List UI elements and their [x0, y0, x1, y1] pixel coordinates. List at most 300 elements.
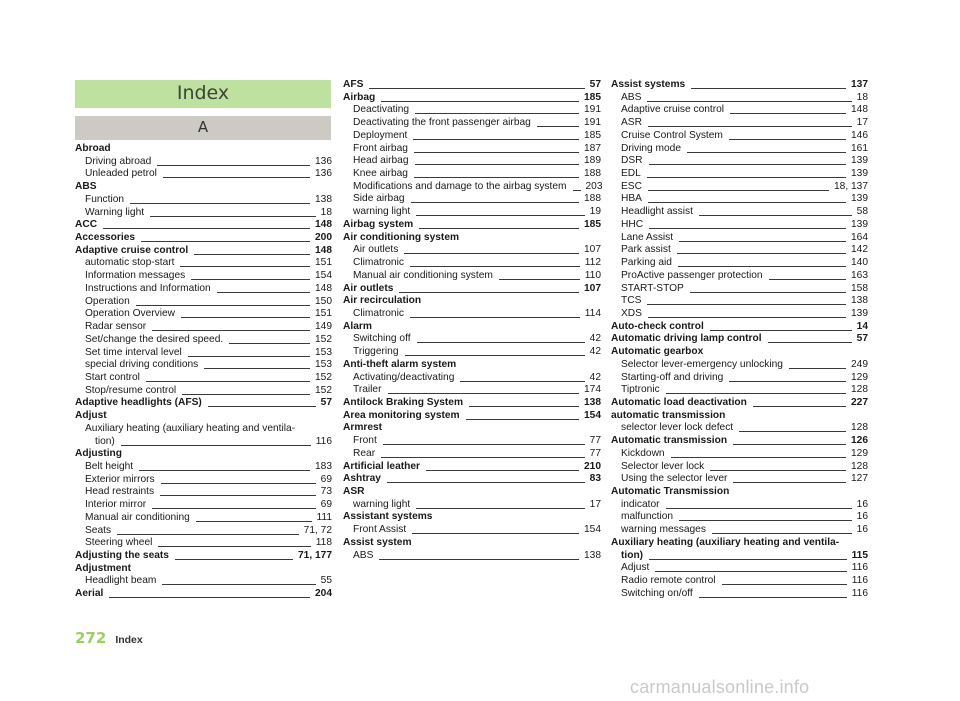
- index-entry-term: EDL: [621, 168, 641, 180]
- index-entry-term: Switching on/off: [621, 587, 693, 599]
- leader-line: [381, 457, 585, 458]
- index-entry: [75, 156, 332, 168]
- index-entry: [75, 499, 332, 511]
- leader-line: [690, 292, 846, 293]
- index-entry: [611, 130, 868, 142]
- leader-line: [417, 342, 585, 343]
- index-entry-page: 16: [856, 498, 868, 510]
- index-entry: [75, 283, 332, 295]
- index-entry-page: 58: [856, 206, 868, 218]
- index-entry: [611, 232, 868, 244]
- leader-line: [416, 215, 584, 216]
- index-entry-page: 185: [584, 218, 601, 230]
- index-entry-page: 188: [584, 168, 601, 180]
- section-letter: A: [197, 118, 209, 136]
- leader-line: [647, 101, 851, 102]
- index-entry: [611, 511, 868, 523]
- index-entry-term: ASR: [343, 486, 365, 498]
- index-entry-page: 183: [315, 461, 332, 472]
- index-entry-term: Adaptive cruise control: [621, 104, 725, 116]
- index-entry-term: HBA: [621, 193, 642, 205]
- index-entry-term: Park assist: [621, 244, 671, 256]
- leader-line: [414, 177, 579, 178]
- index-entry: [611, 333, 868, 345]
- index-entry-term: Anti-theft alarm system: [343, 358, 457, 370]
- index-entry-page: 128: [851, 384, 868, 396]
- index-entry-term: tion): [621, 549, 644, 561]
- index-entry: [75, 423, 332, 435]
- index-entry-page: 185: [584, 129, 601, 141]
- index-entry: [343, 486, 601, 498]
- index-entry-page: 153: [315, 346, 332, 358]
- leader-line: [649, 559, 847, 560]
- index-entry-term: Radio remote control: [621, 575, 716, 587]
- index-entry-term: Auxiliary heating (auxiliary heating and ventila-: [611, 536, 840, 548]
- index-entry: [611, 321, 868, 333]
- index-entry-page: 73: [320, 486, 332, 498]
- index-entry: [611, 575, 868, 587]
- index-entry-page: 189: [584, 155, 601, 167]
- index-entry-term: Starting-off and driving: [621, 371, 724, 383]
- index-entry: [75, 181, 332, 193]
- index-entry-page: 42: [589, 333, 601, 345]
- index-entry-page: 112: [584, 257, 601, 269]
- index-entry-term: ABS: [75, 181, 97, 193]
- index-entry: [611, 384, 868, 396]
- index-entry-term: Instructions and Information: [85, 282, 211, 294]
- index-entry-term: Unleaded petrol: [85, 168, 157, 180]
- index-entry-term: Steering wheel: [85, 537, 153, 549]
- index-entry: [75, 550, 332, 562]
- index-entry-page: 185: [584, 91, 601, 103]
- index-entry: [343, 295, 601, 307]
- index-entry-term: selector lever lock defect: [621, 422, 734, 434]
- index-entry: [75, 232, 332, 244]
- index-entry-page: 107: [584, 244, 601, 256]
- leader-line: [399, 292, 579, 293]
- index-entry-term: Information messages: [85, 270, 186, 282]
- index-entry-page: 139: [851, 155, 868, 167]
- leader-line: [537, 126, 579, 127]
- index-entry: [343, 92, 601, 104]
- index-entry-term: ABS: [353, 549, 374, 561]
- leader-line: [162, 584, 315, 585]
- page-title: Index: [176, 82, 230, 104]
- index-entry-term: Stop/resume control: [85, 384, 177, 396]
- index-entry-term: warning messages: [621, 524, 706, 536]
- index-entry-page: 142: [851, 244, 868, 256]
- index-entry: [75, 207, 332, 219]
- index-entry-term: Airbag system: [343, 218, 414, 230]
- index-entry: [343, 422, 601, 434]
- leader-line: [729, 381, 846, 382]
- leader-line: [649, 228, 846, 229]
- index-entry-term: Adaptive cruise control: [75, 244, 189, 256]
- index-entry-page: 164: [851, 231, 868, 243]
- index-entry-page: 151: [315, 257, 332, 269]
- index-entry-term: Seats: [85, 524, 112, 536]
- index-entry: [343, 130, 601, 142]
- leader-line: [416, 508, 584, 509]
- leader-line: [655, 571, 846, 572]
- index-entry: [343, 168, 601, 180]
- index-entry-term: Adjustment: [75, 562, 132, 574]
- index-entry: [611, 448, 868, 460]
- index-entry: [611, 537, 868, 549]
- leader-line: [194, 254, 310, 255]
- index-entry-term: ESC: [621, 180, 642, 192]
- leader-line: [679, 520, 852, 521]
- index-entry: [75, 321, 332, 333]
- index-entry: [343, 499, 601, 511]
- index-entry-page: 163: [851, 269, 868, 281]
- index-entry-page: 138: [315, 193, 332, 205]
- leader-line: [426, 470, 579, 471]
- leader-line: [699, 215, 852, 216]
- index-entry: [75, 270, 332, 282]
- index-entry-term: warning light: [353, 498, 411, 510]
- index-entry-page: 188: [584, 193, 601, 205]
- leader-line: [381, 101, 579, 102]
- index-entry-term: tion): [95, 435, 115, 447]
- index-entry-page: 249: [851, 358, 868, 370]
- index-entry-page: 200: [315, 232, 332, 244]
- index-entry-term: Set time interval level: [85, 346, 182, 358]
- index-entry-page: 158: [851, 282, 868, 294]
- leader-line: [666, 508, 852, 509]
- index-entry: [75, 347, 332, 359]
- index-entry-term: Head restraints: [85, 486, 155, 498]
- index-entry: [343, 346, 601, 358]
- index-entry: [611, 206, 868, 218]
- index-entry-page: 174: [584, 384, 601, 396]
- index-entry-page: 149: [315, 321, 332, 333]
- index-entry-page: 151: [315, 308, 332, 320]
- index-entry-term: Triggering: [353, 346, 399, 358]
- index-entry-page: 18, 137: [834, 180, 868, 192]
- index-entry-term: START-STOP: [621, 282, 684, 294]
- leader-line: [161, 483, 316, 484]
- index-entry-term: Automatic gearbox: [611, 346, 704, 358]
- index-entry-page: 77: [589, 447, 601, 459]
- leader-line: [150, 216, 316, 217]
- index-entry-page: 139: [851, 193, 868, 205]
- footer-label: Index: [115, 634, 143, 646]
- index-entry-term: Operation: [85, 295, 130, 307]
- leader-line: [679, 241, 846, 242]
- index-entry-term: Manual air conditioning system: [353, 269, 493, 281]
- index-entry-page: 115: [851, 549, 868, 561]
- index-entry: [75, 359, 332, 371]
- index-entry-page: 71, 72: [303, 524, 332, 536]
- index-entry-term: Accessories: [75, 232, 136, 244]
- leader-line: [466, 419, 579, 420]
- index-entry-term: Auxiliary heating (auxiliary heating and ventila-: [85, 422, 296, 434]
- index-entry-term: Abroad: [75, 143, 111, 154]
- index-entry-term: Exterior mirrors: [85, 473, 155, 485]
- leader-line: [648, 126, 852, 127]
- index-entry-term: Operation Overview: [85, 308, 176, 320]
- leader-line: [677, 253, 846, 254]
- leader-line: [648, 190, 829, 191]
- leader-line: [146, 381, 310, 382]
- index-entry-page: 129: [851, 447, 868, 459]
- index-entry: [343, 537, 601, 549]
- leader-line: [405, 355, 585, 356]
- index-entry-page: 57: [856, 333, 868, 345]
- leader-line: [687, 152, 846, 153]
- index-entry-page: 139: [851, 307, 868, 319]
- leader-line: [671, 457, 846, 458]
- index-entry: [611, 143, 868, 155]
- index-entry-term: Adjust: [75, 410, 107, 422]
- index-entry: [75, 461, 332, 473]
- leader-line: [152, 330, 310, 331]
- index-entry: [75, 385, 332, 397]
- index-entry-page: 57: [589, 79, 601, 90]
- index-entry: [75, 575, 332, 587]
- index-entry: [343, 473, 601, 485]
- index-entry: [611, 410, 868, 422]
- leader-line: [648, 202, 846, 203]
- index-entry: [611, 486, 868, 498]
- index-entry-page: 154: [584, 524, 601, 536]
- index-entry: [343, 384, 601, 396]
- index-entry-term: Rear: [353, 447, 376, 459]
- index-entry-term: Function: [85, 193, 125, 205]
- index-entry-page: 146: [851, 129, 868, 141]
- index-entry: [343, 206, 601, 218]
- index-entry: [611, 92, 868, 104]
- leader-line: [733, 482, 846, 483]
- index-entry: [75, 143, 332, 155]
- index-entry-term: ProActive passenger protection: [621, 269, 763, 281]
- index-entry-page: 210: [584, 460, 601, 472]
- leader-line: [647, 304, 846, 305]
- leader-line: [699, 597, 847, 598]
- leader-line: [415, 164, 579, 165]
- leader-line: [413, 139, 579, 140]
- index-entry-term: Set/change the desired speed.: [85, 333, 224, 345]
- index-entry: [611, 219, 868, 231]
- leader-line: [109, 597, 310, 598]
- index-entry-term: Warning light: [85, 206, 145, 218]
- index-entry: [343, 117, 601, 129]
- index-entry-page: 69: [320, 499, 332, 511]
- index-entry-term: Auto-check control: [611, 320, 704, 332]
- index-entry-page: 57: [320, 397, 332, 409]
- index-entry-page: 154: [584, 409, 601, 421]
- index-entry: [611, 372, 868, 384]
- index-entry-term: Knee airbag: [353, 168, 408, 180]
- index-entry-page: 107: [584, 282, 601, 294]
- index-entry-term: special driving conditions: [85, 359, 199, 371]
- index-entry: [611, 308, 868, 320]
- leader-line: [103, 228, 310, 229]
- index-entry: [75, 448, 332, 460]
- index-entry-page: 191: [584, 117, 601, 129]
- index-entry-page: 114: [584, 307, 601, 319]
- index-entry: [343, 193, 601, 205]
- index-entry-term: Lane Assist: [621, 231, 674, 243]
- leader-line: [666, 393, 846, 394]
- index-entry: [611, 499, 868, 511]
- index-entry: [75, 537, 332, 549]
- leader-line: [388, 393, 580, 394]
- leader-line: [181, 317, 310, 318]
- index-entry: [611, 283, 868, 295]
- index-entry-page: 148: [315, 282, 332, 294]
- index-entry-term: Parking aid: [621, 257, 672, 269]
- index-entry: [611, 359, 868, 371]
- index-entry-term: Artificial leather: [343, 460, 420, 472]
- index-entry-term: Assistant systems: [343, 511, 433, 523]
- index-entry: [343, 283, 601, 295]
- index-entry-term: Headlight beam: [85, 575, 157, 587]
- index-entry: [611, 346, 868, 358]
- index-entry-page: 187: [584, 142, 601, 154]
- index-entry-page: 69: [320, 473, 332, 485]
- index-entry-page: 154: [315, 270, 332, 282]
- index-entry-term: Belt height: [85, 461, 134, 472]
- leader-line: [739, 431, 846, 432]
- leader-line: [678, 266, 846, 267]
- index-entry-term: AFS: [343, 79, 364, 90]
- index-entry: [611, 422, 868, 434]
- leader-line: [647, 177, 846, 178]
- leader-line: [722, 584, 847, 585]
- index-entry-term: Deactivating the front passenger airbag: [353, 117, 531, 129]
- leader-line: [769, 279, 846, 280]
- index-entry-term: XDS: [621, 307, 642, 319]
- leader-line: [414, 152, 579, 153]
- index-entry: [611, 562, 868, 574]
- index-entry: [343, 232, 601, 244]
- leader-line: [730, 113, 846, 114]
- leader-line: [191, 279, 310, 280]
- index-entry-page: 152: [315, 384, 332, 396]
- index-entry: [343, 143, 601, 155]
- index-entry-term: automatic transmission: [611, 409, 726, 421]
- index-entry: [611, 270, 868, 282]
- index-entry-term: Front: [353, 435, 377, 447]
- index-entry-term: ABS: [621, 91, 642, 103]
- index-entry-term: Start control: [85, 371, 140, 383]
- index-entry-term: Armrest: [343, 422, 383, 434]
- index-entry: [75, 410, 332, 422]
- index-entry: [611, 168, 868, 180]
- leader-line: [141, 241, 310, 242]
- index-entry-page: 42: [589, 371, 601, 383]
- index-entry-term: Adaptive headlights (AFS): [75, 397, 202, 409]
- index-entry-term: Air recirculation: [343, 295, 422, 307]
- index-entry-page: 71, 177: [298, 550, 332, 562]
- index-entry: [611, 117, 868, 129]
- leader-line: [733, 444, 846, 445]
- index-entry-term: Headlight assist: [621, 206, 693, 218]
- leader-line: [729, 139, 846, 140]
- leader-line: [410, 317, 580, 318]
- index-entry-term: Antilock Braking System: [343, 397, 464, 408]
- index-entry: [75, 372, 332, 384]
- leader-line: [710, 330, 852, 331]
- leader-line: [648, 317, 846, 318]
- index-entry-page: 116: [851, 587, 868, 599]
- index-entry-page: 203: [585, 180, 603, 192]
- index-entry: [343, 448, 601, 460]
- leader-line: [160, 495, 316, 496]
- index-entry-page: 19: [589, 206, 601, 218]
- index-entry-term: ASR: [621, 117, 642, 129]
- index-title-banner: [75, 80, 331, 108]
- index-entry-page: 83: [589, 473, 601, 485]
- index-entry-term: automatic stop-start: [85, 257, 175, 269]
- index-entry: [75, 194, 332, 206]
- leader-line: [180, 266, 310, 267]
- index-entry: [611, 181, 868, 193]
- index-entry: [611, 550, 868, 562]
- index-entry-page: 150: [315, 295, 332, 307]
- index-entry-page: 153: [315, 359, 332, 371]
- index-entry-term: Automatic Transmission: [611, 486, 730, 498]
- index-entry: [343, 550, 601, 562]
- leader-line: [768, 342, 852, 343]
- index-entry-term: malfunction: [621, 511, 674, 523]
- index-entry-term: Driving mode: [621, 142, 682, 154]
- index-entry-term: Side airbag: [353, 193, 405, 205]
- index-entry-page: 137: [851, 79, 868, 90]
- index-entry: [611, 295, 868, 307]
- index-entry-page: 110: [584, 269, 601, 281]
- index-entry-page: 127: [851, 473, 868, 485]
- index-entry-page: 18: [320, 206, 332, 218]
- index-entry-term: ACC: [75, 219, 98, 231]
- index-entry: [75, 296, 332, 308]
- index-entry: [611, 524, 868, 536]
- leader-line: [163, 177, 310, 178]
- leader-line: [460, 381, 584, 382]
- leader-line: [411, 202, 579, 203]
- index-entry-term: Interior mirror: [85, 499, 147, 511]
- index-entry: [75, 334, 332, 346]
- index-entry: [343, 219, 601, 231]
- index-entry-page: 204: [315, 588, 332, 600]
- index-entry-page: 17: [589, 498, 601, 510]
- index-entry: [343, 79, 601, 91]
- leader-line: [117, 534, 299, 535]
- index-entry-term: HHC: [621, 218, 644, 230]
- index-entry: [75, 588, 332, 600]
- index-entry: [343, 410, 601, 422]
- index-entry: [343, 104, 601, 116]
- leader-line: [499, 279, 580, 280]
- index-entry-term: indicator: [621, 498, 660, 510]
- leader-line: [130, 203, 310, 204]
- index-entry-page: 136: [315, 168, 332, 180]
- index-entry-page: 152: [315, 371, 332, 383]
- index-entry-term: Adjust: [621, 562, 650, 574]
- index-entry-term: Air outlets: [353, 244, 399, 256]
- index-entry-term: Air outlets: [343, 282, 394, 294]
- index-entry: [611, 244, 868, 256]
- leader-line: [369, 88, 584, 89]
- index-entry-page: 128: [851, 422, 868, 434]
- index-entry-term: Climatronic: [353, 257, 404, 269]
- leader-line: [229, 343, 310, 344]
- index-entry-term: warning light: [353, 206, 411, 218]
- leader-line: [415, 113, 579, 114]
- index-entry-page: 128: [851, 460, 868, 472]
